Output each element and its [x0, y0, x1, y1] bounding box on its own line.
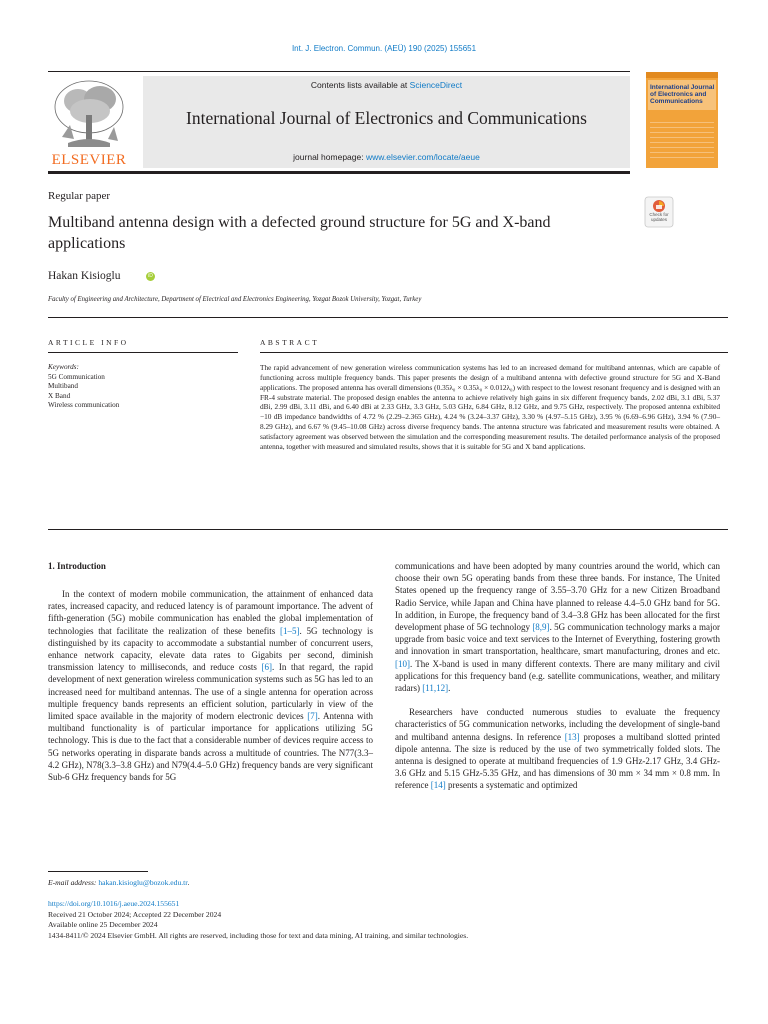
citation-link[interactable]: [1–5] [279, 625, 300, 636]
intro-paragraph [395, 706, 720, 791]
paragraph-text: . [448, 683, 451, 694]
citation-link[interactable]: [14] [430, 780, 446, 791]
contents-prefix: Contents lists available at [310, 80, 410, 90]
citation-link[interactable]: [13] [564, 731, 580, 742]
citation-link[interactable]: [8,9] [532, 622, 550, 633]
author-affiliation: Faculty of Engineering and Architecture, Department of Electrical and Electronics Engineering, Yozgat Bozok University, Yozgat, Turkey [48, 296, 422, 303]
abstract-heading: ABSTRACT [260, 338, 320, 347]
banner-top-rule [48, 71, 630, 72]
paragraph-text: presents a systematic and optimized [445, 780, 578, 791]
journal-cover-image[interactable] [646, 72, 718, 168]
citation-link[interactable]: [10] [395, 658, 410, 669]
check-for-updates-label[interactable]: Check for updates [649, 212, 669, 222]
paragraph-text: . Antenna with multiband functionality is of particular importance for applications utilizing 5G technology. This is due to the fact that a considerable number of devices require access to 5G networks operating in disparate bands across a multitude of countries. The N77(3.3–4.2 GHz), N78(3.3–3.8 GHz) and N79(4.4–5.0 GHz) frequency bands are very significant Sub-6 GHz frequency bands for 5G [48, 711, 374, 783]
keyword-item: Multiband [48, 382, 78, 390]
intro-left-column [48, 588, 373, 783]
available-online-date: Available online 25 December 2024 [48, 920, 158, 930]
citation-link[interactable]: [7] [307, 711, 318, 722]
article-info-rule [48, 352, 238, 353]
keyword-item: Wireless communication [48, 401, 120, 409]
paragraph-text: Researchers have conducted numerous studies to evaluate the frequency characteristics of 5G communication networks, including the development of single-band and multiband antenna designs. In reference [395, 707, 720, 742]
article-info-heading: ARTICLE INFO [48, 338, 129, 347]
paragraph-text: . In that regard, the rapid development of next generation wireless communication systems such as 5G has led to an increased need for multiband antennas. The use of a single antenna for operation across multiple frequency bands represents an efficient solution, particularly in view of the limited space available in the majority of modern electronic devices [48, 662, 373, 722]
paragraph-text: In the context of modern mobile communication, the attainment of enhanced data rates, increased capacity, and reduced latency is of paramount importance. The advent of fifth-generation (5G) mobile communication has enabled the global implementation of technologies that facilitate the realization of these benefits [48, 589, 373, 636]
orcid-icon[interactable]: iD [146, 272, 155, 281]
received-accepted-dates: Received 21 October 2024; Accepted 22 December 2024 [48, 909, 222, 919]
citation-link[interactable]: [11,12] [422, 683, 449, 694]
keyword-item: X Band [48, 391, 71, 400]
paper-type: Regular paper [48, 190, 110, 202]
journal-homepage-link[interactable]: www.elsevier.com/locate/aeue [365, 152, 480, 162]
citation-link[interactable]: [6] [261, 662, 272, 673]
footnote-rule [48, 871, 148, 872]
paragraph-text: . 5G communication technology marks a major upgrade from basic voice and text services to the Internet of Everything, fostering growth and innovation in smart transportation, healthcare, smart manufacturing, drones and etc. [395, 622, 720, 657]
paragraph-text: . 5G technology is distinguished by its capacity to accommodate a substantial number of concurrent users, enhance network capacity, elevate data rates to Gigabits per second, diminish transmission latency to milliseconds, and reduce costs [48, 625, 373, 673]
citation-header[interactable]: Int. J. Electron. Commun. (AEÜ) 190 (2025) 155651 [291, 44, 477, 53]
banner-bottom-rule [48, 171, 630, 174]
paper-title: Multiband antenna design with a defected ground structure for 5G and X-band applications [48, 214, 551, 252]
journal-homepage-line [143, 152, 630, 162]
keywords-block [48, 363, 238, 411]
abstract-text: The rapid advancement of new generation wireless communication systems has led to an increased demand for multiband antennas, which are capable of functioning across multiple frequency bands. This paper presents the design of a multiband antenna with defective ground structure for 5G and X-Band applications. The proposed antenna has overall dimensions (0.35λ₀ × 0.35λ₀ × 0.012λ₀) with respect to the lowest resonant frequency and is designed with an FR-4 substrate material. The proposed design enables the antenna to achieve relatively high gains in six different frequency bands, 2.02 dBi, 3.1 dBi, 5.37 dBi, 2.99 dBi, 3.11 dBi, and 6.40 dBi at 2.33 GHz, 3.3 GHz, 5.03 GHz, 6.84 GHz, 8.12 GHz, and 9.75 GHz, respectively. The proposed antenna exhibited −10 dB impedance bandwidths of 4.72 % (2.29–2.365 GHz), 4.24 % (3.24–3.37 GHz), 3.30 % (4.97–5.15 GHz), 3.95 % (6.69–6.96 GHz), 3.94 % (7.90–8.29 GHz), and 6.67 % (9.45–10.08 GHz) across diverse frequency bands. The antenna structure was fabricated and measurement results were obtained. A satisfactory agreement was observed between the simulation and the corresponding measurement results. The detailed performance analysis of the proposed antenna, together with measured and simulated results, shows that it is suitable for 5G and X band applications. [260, 363, 720, 451]
cover-top-band [646, 72, 718, 78]
abstract-bottom-rule [48, 529, 728, 530]
homepage-prefix: journal homepage: [293, 152, 366, 162]
paragraph-text: communications and have been adopted by many countries around the world, which can choose their own 5G operating bands from these three bands. For instance, The United States opened up the frequency range of 3.55–3.70 GHz for a new Citizen Broadband Radio Service, while Japan and China have planned to release 4.4–5.0 GHz band for 5G. In addition, in Europe, the frequency band of 3.4–3.8 GHz has been allocated for the first development phase of 5G technology [395, 561, 720, 633]
header-separator-rule [48, 317, 728, 318]
author-name[interactable]: Hakan Kisioglu [48, 270, 121, 282]
author-email-footnote [48, 878, 190, 887]
cover-decoration [650, 118, 714, 158]
cover-title: International Journal of Electronics and Communications [650, 84, 715, 105]
paragraph-text: . The X-band is used in many different contexts. There are many military and civil applications for this frequency band (e.g. satellite communications, weather, and military radars) [395, 658, 720, 694]
author-email-link[interactable]: hakan.kisioglu@bozok.edu.tr [98, 878, 188, 887]
journal-name: International Journal of Electronics and Communications [186, 108, 587, 128]
intro-paragraph [395, 560, 720, 694]
article-footer [48, 899, 728, 941]
doi-link[interactable]: https://doi.org/10.1016/j.aeue.2024.155651 [48, 899, 180, 908]
email-label: E-mail address: [48, 878, 99, 887]
keywords-label: Keywords: [48, 363, 79, 371]
paragraph-text: proposes a multiband slotted printed dipole antenna. The size is reduced by the use of two symmetrically folded slots. The antenna is designed to operate at multiband frequencies of 1.9 GHz-2.17 GHz, 3.4 GHz-3.6 GHz and 5.15 GHz-5.35 GHz, and has dimensions of 30 mm × 34 mm × 0.8 mm. In reference [395, 731, 720, 791]
keyword-item: 5G Communication [48, 372, 105, 381]
abstract-rule [260, 352, 728, 353]
elsevier-wordmark: ELSEVIER [51, 152, 127, 168]
copyright-notice: 1434-8411/© 2024 Elsevier GmbH. All rights are reserved, including those for text and data mining, AI training, and similar technologies. [48, 930, 469, 940]
email-suffix: . [187, 878, 190, 887]
contents-available-line [143, 80, 630, 90]
intro-paragraph [48, 588, 373, 783]
introduction-heading: 1. Introduction [48, 561, 106, 571]
sciencedirect-link[interactable]: ScienceDirect [409, 80, 463, 90]
intro-right-column [395, 560, 720, 792]
